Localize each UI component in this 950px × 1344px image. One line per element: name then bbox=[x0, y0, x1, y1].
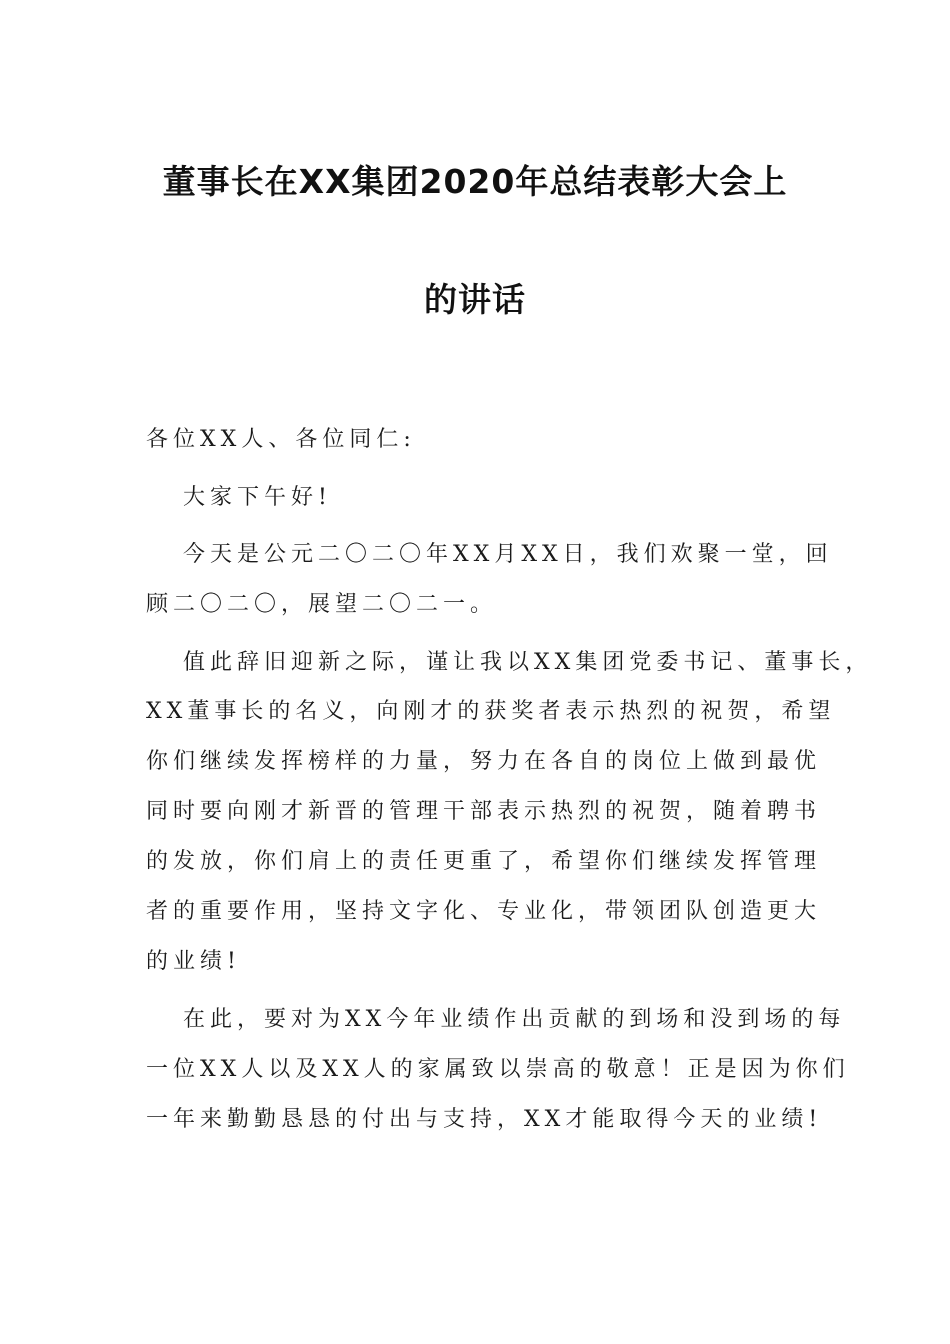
salutation: 各位XX人、各位同仁: bbox=[146, 427, 416, 452]
title-line-1: 董事长在XX集团2020年总结表彰大会上 bbox=[162, 162, 788, 201]
title-line-2: 的讲话 bbox=[424, 280, 526, 319]
paragraph-3-line-2: 一位XX人以及XX人的家属致以崇高的敬意！正是因为你们 bbox=[146, 1057, 850, 1082]
paragraph-3-line-1: 在此，要对为XX今年业绩作出贡献的到场和没到场的每 bbox=[183, 1007, 846, 1032]
paragraph-3-line-3: 一年来勤勤恳恳的付出与支持，XX才能取得今天的业绩! bbox=[146, 1107, 823, 1132]
paragraph-2-line-3: 你们继续发挥榜样的力量，努力在各自的岗位上做到最优 bbox=[146, 749, 822, 774]
paragraph-2-line-2: XX董事长的名义，向刚才的获奖者表示热烈的祝贺，希望 bbox=[146, 699, 836, 724]
paragraph-2-line-6: 者的重要作用，坚持文字化、专业化，带领团队创造更大 bbox=[146, 899, 822, 924]
paragraph-2-line-5: 的发放，你们肩上的责任更重了，希望你们继续发挥管理 bbox=[146, 849, 822, 874]
paragraph-1-line-2: 顾二〇二〇，展望二〇二一。 bbox=[146, 592, 498, 617]
paragraph-1-line-1: 今天是公元二〇二〇年XX月XX日，我们欢聚一堂，回 bbox=[183, 542, 833, 567]
paragraph-2-line-1: 值此辞旧迎新之际，谨让我以XX集团党委书记、董事长， bbox=[183, 650, 873, 675]
paragraph-2-line-4: 同时要向刚才新晋的管理干部表示热烈的祝贺，随着聘书 bbox=[146, 799, 822, 824]
paragraph-2-line-7: 的业绩! bbox=[146, 949, 241, 974]
greeting: 大家下午好! bbox=[183, 485, 332, 510]
